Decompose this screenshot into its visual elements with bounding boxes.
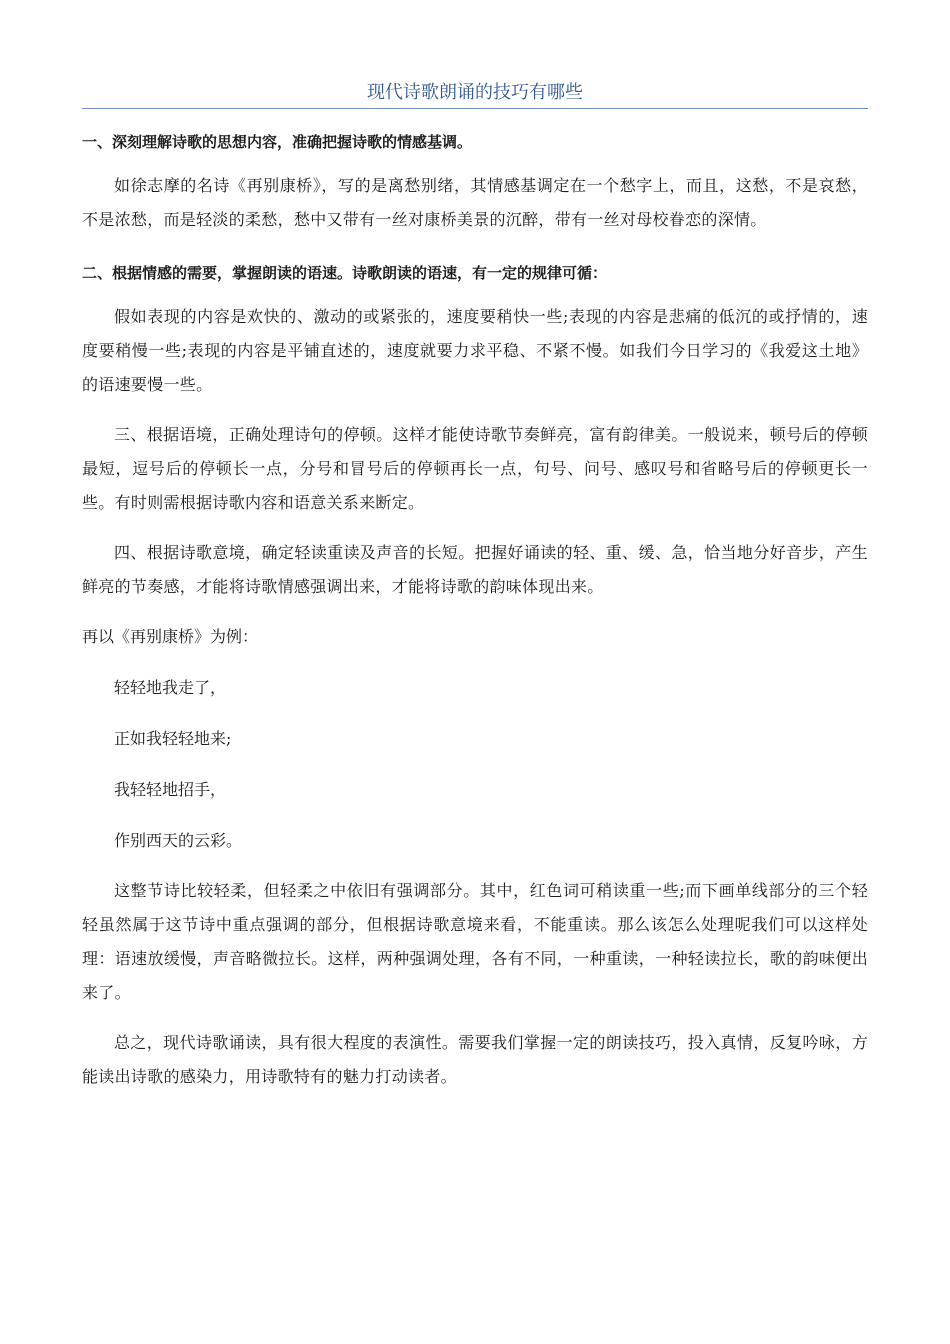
section-paragraph-2: 假如表现的内容是欢快的、激动的或紧张的，速度要稍快一些;表现的内容是悲痛的低沉的或抒情的，速度要稍慢一些;表现的内容是平铺直述的，速度就要力求平稳、不紧不慢。如我们今日学习的《我爱这土地》的语速要慢一些。 [82,307,868,394]
example-intro: 再以《再别康桥》为例： [82,627,259,646]
poem-verse: 正如我轻轻地来; [114,729,232,748]
poem-verse: 轻轻地我走了， [114,678,227,697]
section-paragraph-3: 三、根据语境，正确处理诗句的停顿。这样才能使诗歌节奏鲜亮，富有韵律美。一般说来，顿号后的停顿最短，逗号后的停顿长一点，分号和冒号后的停顿再长一点，句号、问号、感叹号和省略号后的停顿更长一些。有时则需根据诗歌内容和语意关系来断定。 [82,425,868,512]
section-paragraph-4: 四、根据诗歌意境，确定轻读重读及声音的长短。把握好诵读的轻、重、缓、急，恰当地分好音步，产生鲜亮的节奏感，才能将诗歌情感强调出来，才能将诗歌的韵味体现出来。 [82,543,868,596]
document-page [82,80,868,1094]
poem-verse: 我轻轻地招手， [114,780,227,799]
poem-verse: 作别西天的云彩。 [114,831,243,850]
section-heading-1: 一、深刻理解诗歌的思想内容，准确把握诗歌的情感基调。 [82,133,473,151]
section-heading-2: 二、根据情感的需要，掌握朗读的语速。诗歌朗读的语速，有一定的规律可循： [82,264,608,282]
analysis-paragraph: 这整节诗比较轻柔，但轻柔之中依旧有强调部分。其中，红色词可稍读重一些;而下画单线部分的三个轻轻虽然属于这节诗中重点强调的部分，但根据诗歌意境来看，不能重读。那么该怎么处理呢我们可以这样处理：语速放缓慢，声音略微拉长。这样，两种强调处理，各有不同，一种重读，一种轻读拉长，歌的韵味便出来了。 [82,881,868,1002]
section-paragraph-1: 如徐志摩的名诗《再别康桥》，写的是离愁别绪，其情感基调定在一个愁字上，而且，这愁，不是哀愁，不是浓愁，而是轻淡的柔愁，愁中又带有一丝对康桥美景的沉醉，带有一丝对母校眷恋的深情。 [82,176,868,229]
conclusion-paragraph: 总之，现代诗歌诵读，具有很大程度的表演性。需要我们掌握一定的朗读技巧，投入真情，反复吟咏，方能读出诗歌的感染力，用诗歌特有的魅力打动读者。 [82,1033,868,1086]
document-title: 现代诗歌朗诵的技巧有哪些 [82,80,868,109]
